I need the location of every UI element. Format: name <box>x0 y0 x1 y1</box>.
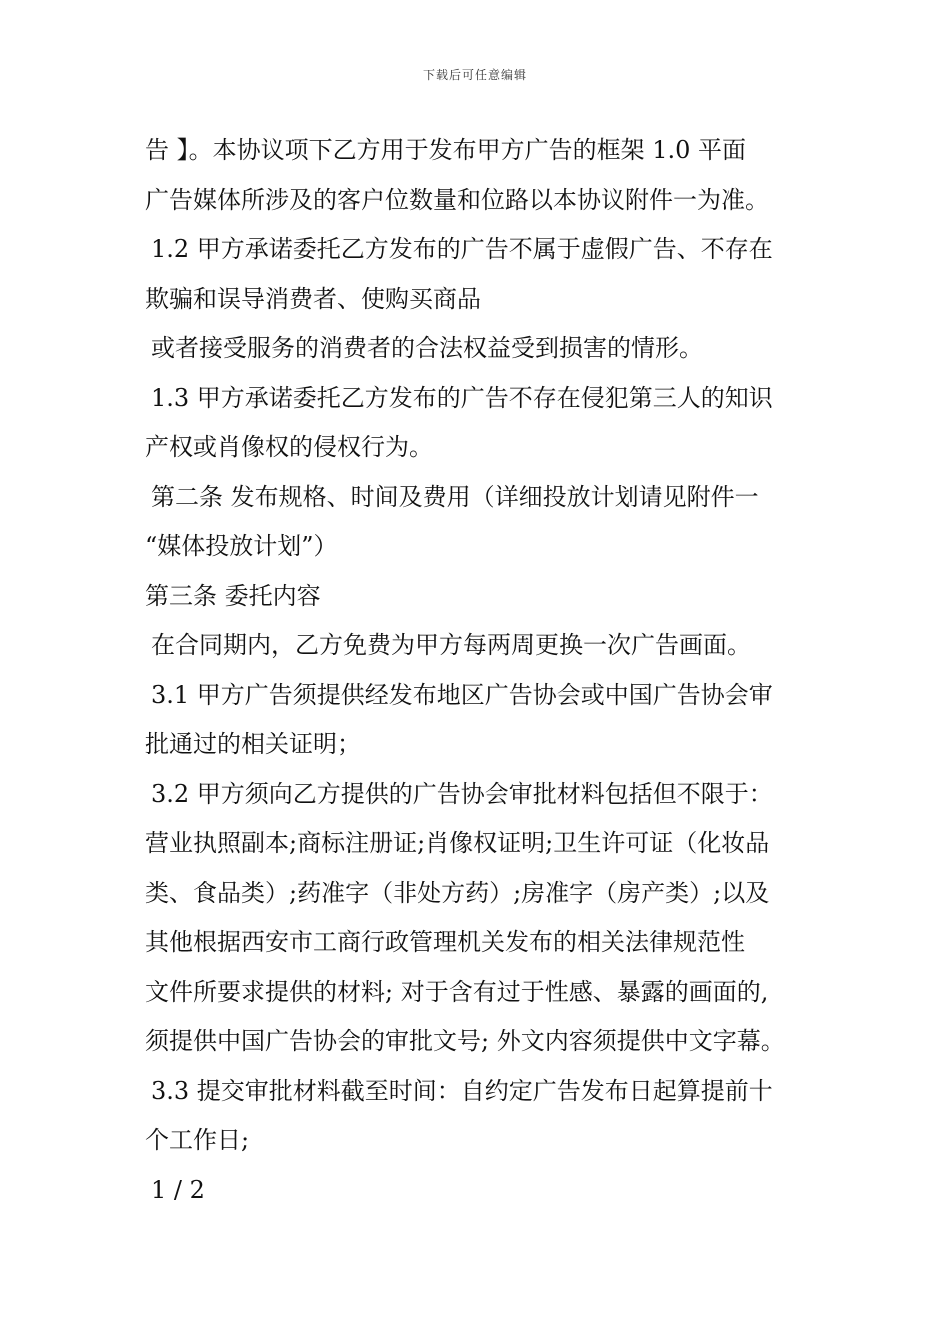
header-note: 下载后可任意编辑 <box>422 68 527 82</box>
text-line: 1.3 甲方承诺委托乙方发布的广告不存在侵犯第三人的知识 <box>151 383 773 412</box>
text-line: 文件所要求提供的材料; 对于含有过于性感、暴露的画面的, <box>145 977 769 1006</box>
page-number: 1 / 2 <box>151 1175 205 1204</box>
section-heading: 第三条 委托内容 <box>145 581 321 610</box>
text-line: 营业执照副本;商标注册证;肖像权证明;卫生许可证（化妆品 <box>145 829 770 857</box>
text-line: 须提供中国广告协会的审批文号; 外文内容须提供中文字幕。 <box>145 1027 785 1055</box>
text-line: 类、食品类）;药准字（非处方药）;房准字（房产类）;以及 <box>145 878 770 907</box>
section-heading: 第二条 发布规格、时间及费用（详细投放计划请见附件一 <box>151 482 759 511</box>
text-line: 或者接受服务的消费者的合法权益受到损害的情形。 <box>151 334 703 362</box>
text-line: “媒体投放计划”） <box>145 532 338 560</box>
text-line: 告 】。本协议项下乙方用于发布甲方广告的框架 1.0 平面 <box>145 136 747 164</box>
text-line: 批通过的相关证明； <box>145 730 361 758</box>
text-line: 个工作日; <box>145 1126 250 1154</box>
text-line: 1.2 甲方承诺委托乙方发布的广告不属于虚假广告、不存在 <box>151 235 773 263</box>
text-line: 广告媒体所涉及的客户位数量和位路以本协议附件一为准。 <box>145 185 769 214</box>
text-line: 3.3 提交审批材料截至时间：自约定广告发布日起算提前十 <box>151 1076 773 1105</box>
text-line: 欺骗和误导消费者、使购买商品 <box>145 284 481 313</box>
text-line: 其他根据西安市工商行政管理机关发布的相关法律规范性 <box>145 928 745 956</box>
text-line: 3.2 甲方须向乙方提供的广告协会审批材料包括但不限于： <box>151 779 773 808</box>
text-line: 在合同期内，乙方免费为甲方每两周更换一次广告画面。 <box>151 631 751 659</box>
text-line: 产权或肖像权的侵权行为。 <box>145 433 433 461</box>
document-body <box>145 126 825 1215</box>
text-line: 3.1 甲方广告须提供经发布地区广告协会或中国广告协会审 <box>151 680 773 709</box>
